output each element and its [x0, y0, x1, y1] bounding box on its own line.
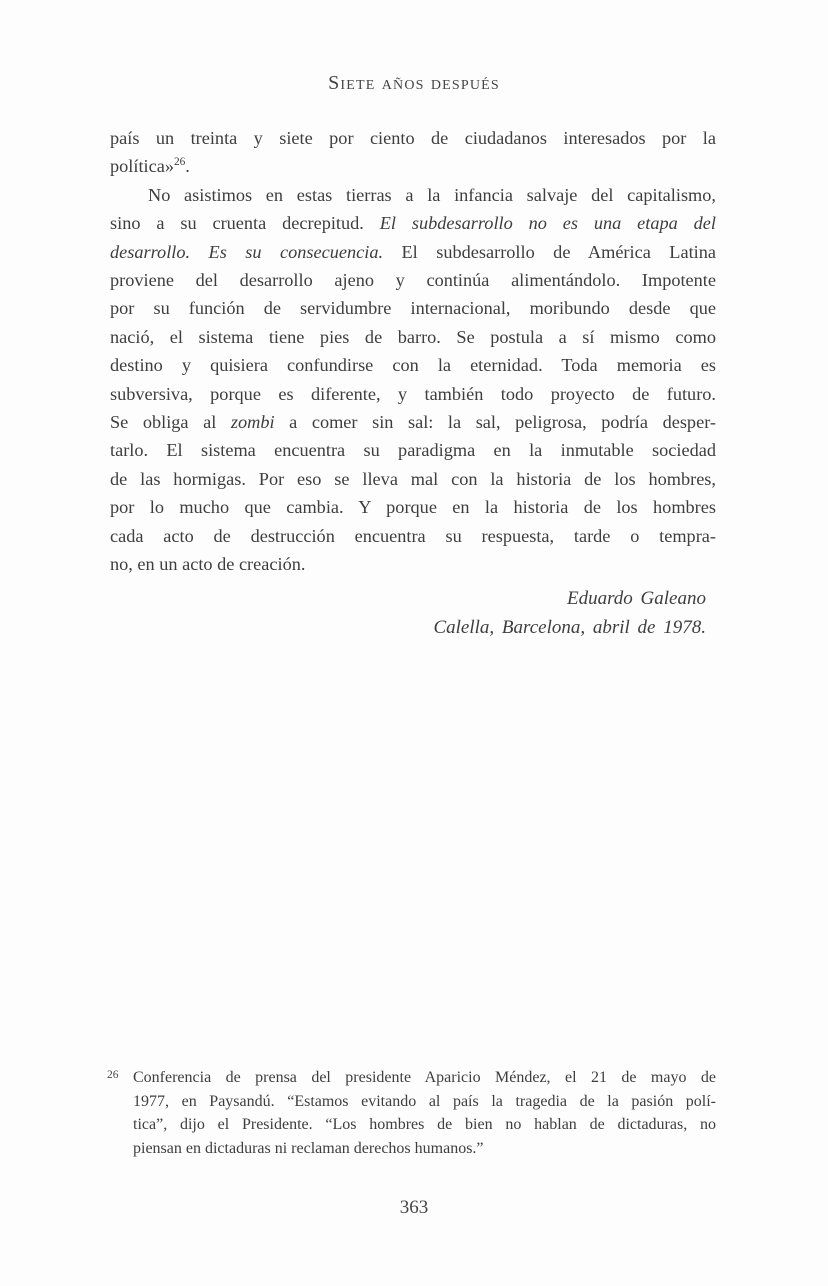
text-line [110, 465, 716, 493]
text-line [110, 294, 716, 322]
signature-author: Eduardo Galeano [567, 588, 706, 609]
page-number: 363 [399, 1197, 429, 1218]
body-text-segment: no, en un acto de creación. [110, 554, 306, 575]
text-line [110, 522, 716, 550]
text-line [110, 408, 716, 436]
text-line [110, 351, 716, 379]
body-text-segment: . [185, 156, 190, 177]
text-line [133, 1090, 716, 1114]
text-line [110, 323, 716, 351]
body-text-segment: tica”, dijo el Presidente. “Los hombres de bien no hablan de dictaduras, no [133, 1116, 716, 1133]
emphasized-text: El subdesarrollo no es una etapa del [379, 213, 716, 234]
body-text-segment: por lo mucho que cambia. Y porque en la historia de los hombres [110, 497, 716, 518]
body-text-segment: país un treinta y siete por ciento de ciudadanos interesados por la [110, 128, 716, 148]
body-text-segment: nació, el sistema tiene pies de barro. Se postula a sí mismo como [110, 326, 716, 347]
body-text-segment: a comer sin sal: la sal, peligrosa, podría desper- [274, 412, 716, 433]
body-text-segment: piensan en dictaduras ni reclaman derechos humanos.” [133, 1139, 484, 1157]
body-text-segment: proviene del desarrollo ajeno y continúa alimentándolo. Impotente [110, 270, 716, 291]
footnote [107, 1066, 717, 1160]
text-line [110, 436, 716, 464]
text-line [110, 380, 716, 408]
body-text-segment: por su función de servidumbre internacional, moribundo desde que [110, 298, 716, 319]
text-line [133, 1113, 716, 1137]
text-line [110, 152, 716, 180]
body-text-segment: No asistimos en estas tierras a la infancia salvaje del capitalismo, [148, 184, 716, 205]
body-text-segment: tarlo. El sistema encuentra su paradigma en la inmutable sociedad [110, 440, 716, 461]
body-text-segment: destino y quisiera confundirse con la eternidad. Toda memoria es [110, 355, 716, 376]
text-line [110, 238, 716, 266]
signature-block [110, 584, 706, 642]
emphasized-text: desarrollo. Es su consecuencia. [110, 241, 384, 262]
footnote-reference: 26 [173, 156, 186, 169]
emphasized-text: zombi [230, 412, 275, 433]
footnote-marker: 26 [107, 1069, 119, 1081]
running-header: Siete años después [328, 72, 500, 94]
body-text-segment: Conferencia de prensa del presidente Aparicio Méndez, el 21 de mayo de [133, 1069, 716, 1086]
text-line [110, 266, 716, 294]
body-text-segment: 1977, en Paysandú. “Estamos evitando al país la tragedia de la pasión polí- [133, 1092, 716, 1110]
body-text-segment: cada acto de destrucción encuentra su respuesta, tarde o tempra- [110, 525, 716, 546]
body-text-segment: de las hormigas. Por eso se lleva mal con la historia de los hombres, [110, 468, 716, 489]
body-text-segment: El subdesarrollo de América Latina [383, 241, 716, 262]
body-text-segment: subversiva, porque es diferente, y también todo proyecto de futuro. [110, 383, 716, 404]
body-text-segment: Se obliga al [110, 412, 231, 433]
text-line [110, 124, 716, 152]
text-line [110, 181, 716, 209]
text-line [110, 209, 716, 237]
text-line [110, 550, 716, 578]
text-line [110, 493, 716, 521]
text-line [133, 1137, 716, 1161]
body-text [110, 124, 716, 579]
text-line [133, 1066, 716, 1090]
body-text-segment: sino a su cruenta decrepitud. [110, 213, 380, 234]
body-text-segment: política» [110, 156, 174, 177]
footnote-text [133, 1066, 716, 1160]
signature-place-date: Calella, Barcelona, abril de 1978. [433, 617, 706, 638]
